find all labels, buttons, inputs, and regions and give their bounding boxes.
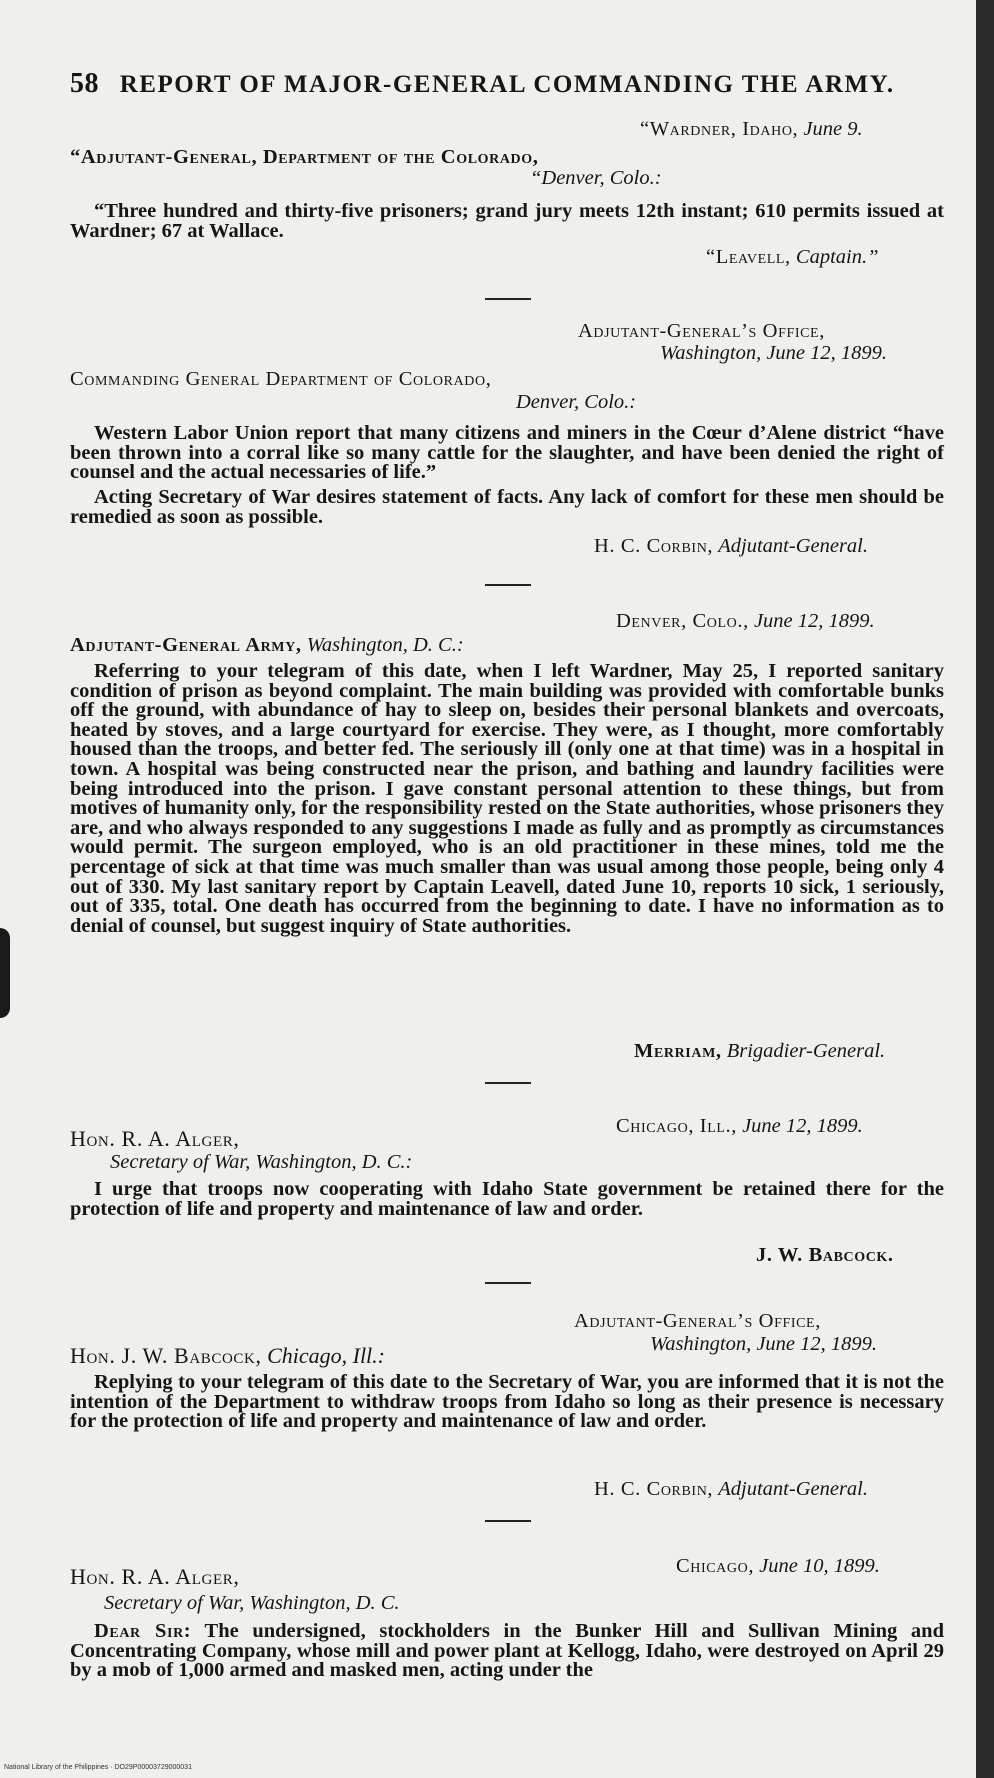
- doc6-body: [70, 1622, 944, 1681]
- page-title: REPORT OF MAJOR-GENERAL COMMANDING THE ARMY.: [119, 71, 895, 98]
- doc5-signature: H. C. Corbin, Adjutant-General.: [594, 1478, 869, 1500]
- page-number: 58: [70, 68, 99, 99]
- section-divider: [485, 1282, 531, 1284]
- doc4-addressee-title: Secretary of War, Washington, D. C.:: [110, 1151, 413, 1173]
- doc3-dateline: Denver, Colo., June 12, 1899.: [616, 610, 875, 632]
- doc1-body: “Three hundred and thirty-five prisoners; grand jury meets 12th instant; 610 permits issued at Wardner; 67 at Wallace.: [70, 200, 944, 242]
- section-divider: [485, 1520, 531, 1522]
- doc4-body: I urge that troops now cooperating with Idaho State government be retained there for the protection of life and property and maintenance of law and order.: [70, 1178, 944, 1220]
- section-divider: [485, 584, 531, 586]
- doc5-place-date: Washington, June 12, 1899.: [650, 1333, 878, 1355]
- doc1-dateline: “Wardner, Idaho, June 9.: [640, 118, 863, 140]
- page-edge-shadow: [976, 0, 994, 1778]
- doc3-addressee: Adjutant-General Army, Washington, D. C.:: [70, 634, 464, 656]
- doc5-office: Adjutant-General’s Office,: [574, 1310, 821, 1332]
- doc1-addressee-place: “Denver, Colo.:: [530, 167, 662, 189]
- doc2-paragraph-2: Acting Secretary of War desires statement of facts. Any lack of comfort for these men should be remedied as soon as possible.: [70, 486, 944, 528]
- doc6-dateline: Chicago, June 10, 1899.: [676, 1555, 880, 1577]
- doc2-addressee-place: Denver, Colo.:: [516, 391, 637, 413]
- doc3-body: Referring to your telegram of this date, when I left Wardner, May 25, I reported sanitary condition of prison as beyond complaint. The main building was provided with comfortable bunks off the ground, with abundance of hay to sleep on, besides their personal blankets and overcoats, heated by stoves, and a large courtyard for exercise. They were, as I thought, more comfortably housed than the troops, and better fed. The seriously ill (only one at that time) was in a hospital in town. A hospital was being constructed near the prison, and bathing and laundry facilities were being introduced into the prison. I gave constant personal attention to these things, but from motives of humanity only, for the responsibility rested on the State authorities, whose prisoners they are, and who always responded to any suggestions I made as fully and as promptly as circumstances would permit. The surgeon employed, who is an old practitioner in these mines, told me the percentage of sick at that time was much smaller than was usual among those people, being only 4 out of 330. My last sanitary report by Captain Leavell, dated June 10, reports 10 sick, 1 seriously, out of 335, total. One death has occurred from the beginning to date. I have no information as to denial of counsel, but suggest inquiry of State authorities.: [70, 660, 944, 937]
- doc6-body-text: The undersigned, stockholders in the Bunker Hill and Sullivan Mining and Concentrating Company, whose mill and power plant at Kellogg, Idaho, were destroyed on April 29 by a mob of 1,000 armed and masked men, acting under the: [70, 1620, 944, 1682]
- doc5-body: Replying to your telegram of this date to the Secretary of War, you are informed that it is not the intention of the Department to withdraw troops from Idaho so long as their presence is necessary for the protection of life and property and maintenance of law and order.: [70, 1371, 944, 1433]
- doc2-addressee: Commanding General Department of Colorado,: [70, 368, 492, 390]
- doc1-addressee: “Adjutant-General, Department of the Colorado,: [70, 146, 539, 168]
- doc6-salutation: Dear Sir:: [94, 1620, 192, 1642]
- doc2-place-date: Washington, June 12, 1899.: [660, 342, 888, 364]
- doc4-dateline: Chicago, Ill., June 12, 1899.: [616, 1115, 863, 1137]
- doc4-signature: J. W. Babcock.: [756, 1244, 894, 1266]
- doc4-addressee: Hon. R. A. Alger,: [70, 1126, 240, 1151]
- section-divider: [485, 298, 531, 300]
- binding-mark: [0, 928, 10, 1018]
- page-header: [70, 68, 895, 100]
- doc6-addressee: Hon. R. A. Alger,: [70, 1564, 240, 1589]
- doc2-paragraph-1: Western Labor Union report that many citizens and miners in the Cœur d’Alene district “have been thrown into a corral like so many cattle for the slaughter, and have been denied the right of counsel and the actual necessaries of life.”: [70, 422, 944, 484]
- doc6-addressee-title: Secretary of War, Washington, D. C.: [104, 1592, 400, 1614]
- section-divider: [485, 1082, 531, 1084]
- doc2-office: Adjutant-General’s Office,: [578, 320, 825, 342]
- doc2-signature: H. C. Corbin, Adjutant-General.: [594, 535, 869, 557]
- doc1-signature: “Leavell, Captain.”: [706, 246, 879, 268]
- doc3-signature: Merriam, Brigadier-General.: [634, 1040, 886, 1062]
- doc5-addressee: Hon. J. W. Babcock, Chicago, Ill.:: [70, 1343, 385, 1368]
- archive-footer: National Library of the Philippines · DO29P00003729000031: [4, 1764, 192, 1771]
